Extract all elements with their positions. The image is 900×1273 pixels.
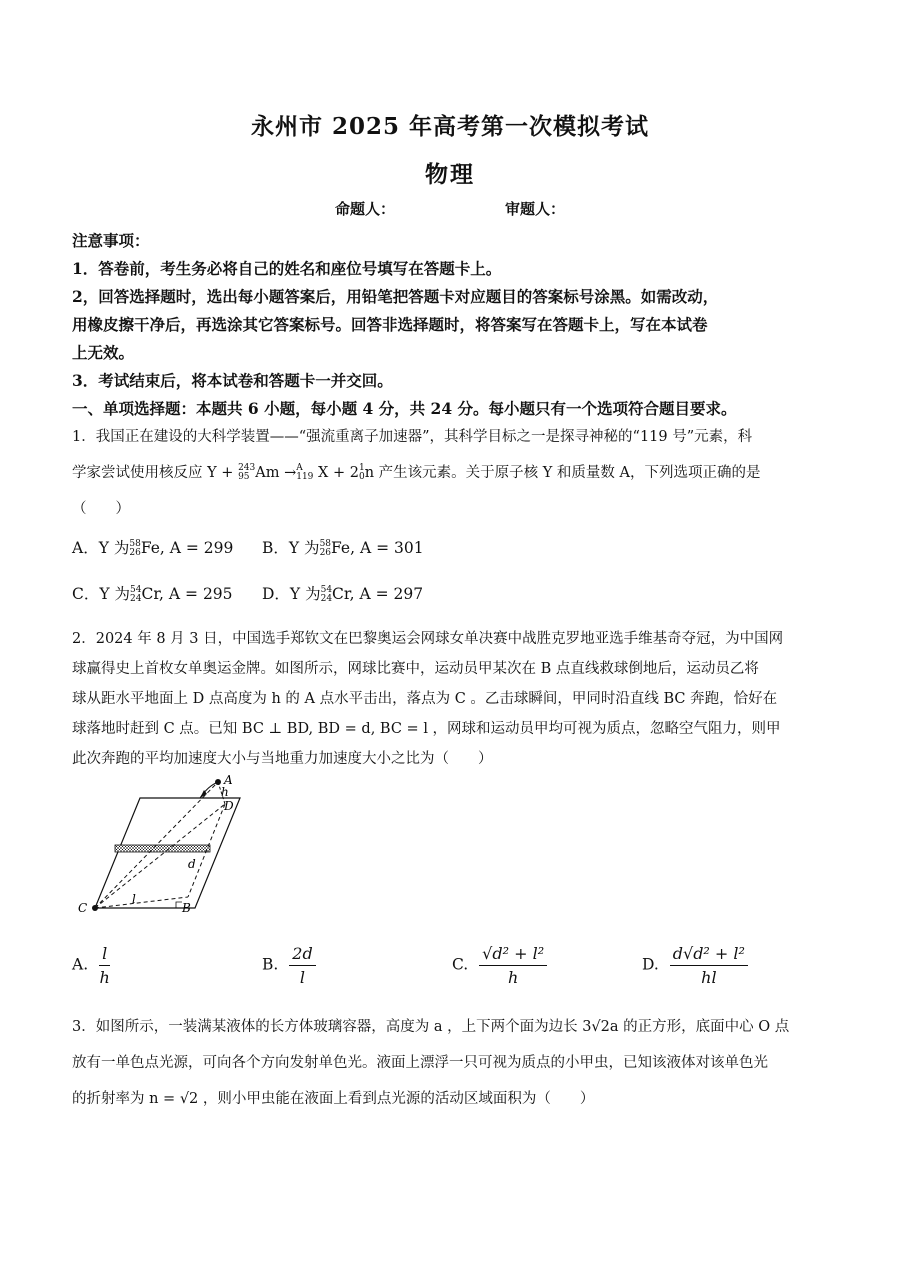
tennis-court-figure — [70, 770, 270, 920]
q1-reaction: 243 95 Am → A 119 X + 2 1 0 n — [238, 463, 375, 482]
q2-line-3: 球从距水平地面上 D 点高度为 h 的 A 点水平击出，落点为 C 。乙击球瞬间，甲同时沿直线 BC 奔跑，恰好在 — [72, 691, 778, 707]
notice-item-2b: 用橡皮擦干净后，再选涂其它答案标号。回答非选择题时，将答案写在答题卡上，写在本试卷 — [72, 315, 708, 334]
q3-line-1: 3．如图所示，一装满某液体的长方体玻璃容器，高度为 a ，上下两个面为边长 3√2a 的正方形，底面中心 O 点 — [72, 1019, 790, 1035]
reviewer-label: 审题人： — [505, 200, 566, 218]
q1-line-1: 1．我国正在建设的大科学装置——“强流重离子加速器”，其科学目标之一是探寻神秘的“119 号”元素，科 — [72, 429, 753, 445]
q2-line-1: 2．2024 年 8 月 3 日，中国选手郑钦文在巴黎奥运会网球女单决赛中战胜克罗地亚选手维基奇夺冠，为中国网 — [72, 631, 784, 647]
exam-title: 永州市 2025 年高考第一次模拟考试 — [250, 113, 650, 140]
q2-line-5: 此次奔跑的平均加速度大小与当地重力加速度大小之比为（ ） — [72, 751, 493, 767]
q1-option-a: A．Y 为 58 26 Fe, A = 299 — [72, 539, 234, 558]
fig-label-b: B — [182, 901, 191, 915]
q2-option-d: D. $\frac{\text{d√d² + l²}}{hl}$ — [642, 944, 748, 987]
author-label: 命题人： — [334, 200, 395, 218]
q1-bracket: （ ） — [72, 501, 130, 517]
notice-heading: 注意事项： — [72, 231, 150, 250]
fig-label-a: A — [224, 773, 233, 787]
notice-item-2a: 2，回答选择题时，选出每小题答案后，用铅笔把答题卡对应题目的答案标号涂黑。如需改动， — [72, 287, 719, 306]
fig-label-l: l — [132, 892, 136, 906]
q1-line-2 — [72, 460, 832, 486]
q1-option-d: D．Y 为 54 24 Cr, A = 297 — [262, 585, 424, 604]
notice-item-1: 1．答卷前，考生务必将自己的姓名和座位号填写在答题卡上。 — [72, 259, 502, 278]
fig-label-d-point: D — [224, 799, 234, 813]
notice-item-3: 3．考试结束后，将本试卷和答题卡一并交回。 — [72, 371, 393, 390]
q2-line-2: 球赢得史上首枚女单奥运金牌。如图所示，网球比赛中，运动员甲某次在 B 点直线救球倒地后，运动员乙将 — [72, 661, 759, 677]
q1-option-c: C．Y 为 54 24 Cr, A = 295 — [72, 585, 233, 604]
author-line — [0, 198, 900, 219]
q3-line-3: 的折射率为 n = √2 ，则小甲虫能在液面上看到点光源的活动区域面积为（ ） — [72, 1091, 595, 1107]
q2-option-b: B. $\frac{2d}{l}$ — [262, 944, 316, 987]
q1-line-2-post: 产生该元素。关于原子核 Y 和质量数 A，下列选项正确的是 — [378, 465, 761, 481]
q1-line-2-pre: 学家尝试使用核反应 Y + — [72, 465, 234, 481]
fig-label-h: h — [221, 785, 229, 799]
subject-title: 物理 — [425, 161, 475, 188]
fig-label-c: C — [78, 901, 88, 915]
q2-line-4: 球落地时赶到 C 点。已知 BC ⊥ BD, BD = d, BC = l ，网球和运动员甲均可视为质点，忽略空气阻力，则甲 — [72, 721, 781, 737]
q1-option-b: B．Y 为 58 26 Fe, A = 301 — [262, 539, 424, 558]
fig-label-d-dist: d — [188, 857, 196, 871]
q3-line-2: 放有一单色点光源，可向各个方向发射单色光。液面上漂浮一只可视为质点的小甲虫，已知该液体对该单色光 — [72, 1055, 768, 1071]
notice-item-2c: 上无效。 — [72, 343, 135, 362]
q2-option-a: A. $\frac{l}{h}$ — [72, 944, 110, 987]
q2-option-c: C. $\frac{\text{√d² + l²}}{h}$ — [452, 944, 547, 987]
section-heading: 一、单项选择题：本题共 6 小题，每小题 4 分，共 24 分。每小题只有一个选项符合题目要求。 — [72, 399, 737, 418]
